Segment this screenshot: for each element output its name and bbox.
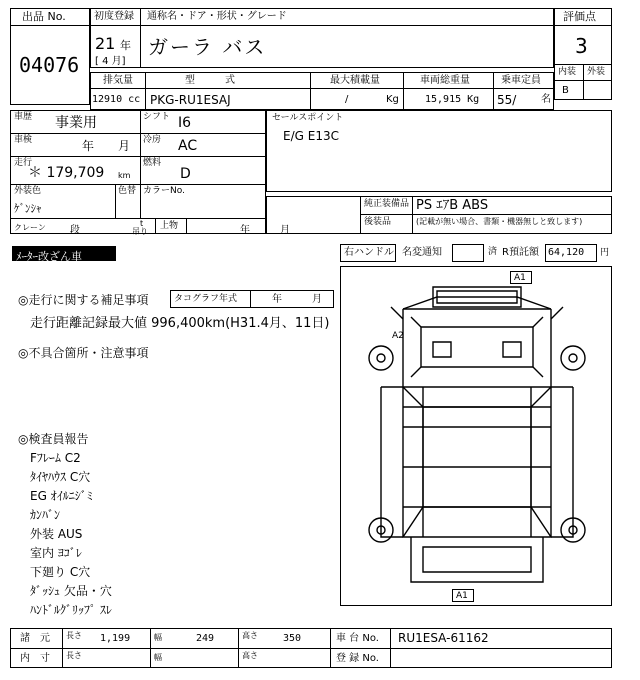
gross-weight-label: 車両総重量 [420,75,470,86]
mileage-label: 走行 [14,158,33,168]
damage-mark-rear: A1 [452,589,474,602]
yen-label: 円 [600,248,610,258]
gross-weight-value: 15,915 Kg [425,94,480,105]
inspector-line: 室内 ﾖｺﾞﾚ [30,546,82,560]
aftermarket-label: 後装品 [364,217,392,227]
width-value: 249 [196,633,215,644]
upper-date: 年 月 [240,225,290,236]
running-title: ◎走行に関する補足事項 [18,293,149,307]
color-code-label: カラーNo. [143,186,185,196]
inspector-line: 下廻り C穴 [30,565,91,579]
r-mileage-value: 64,120 [548,247,585,258]
crane-stage: 段 [70,225,80,236]
inner-length-label: 長さ [66,651,82,660]
inspector-line: Fﾌﾚｰﾑ C2 [30,451,81,465]
max-mileage-record: 走行距離記録最大値 996,400km(H31.4月、11日) [30,316,330,331]
tacho-label: タコグラフ年式 [174,294,238,304]
displacement-label: 排気量 [103,75,133,86]
ac-label: 冷房 [143,135,162,145]
chassis-label: 車 台 No. [336,633,379,644]
inspector-title: ◎検査員報告 [18,432,89,446]
fuel-value: D [180,166,191,182]
lot-number: 04076 [19,53,80,77]
chassis-value: RU1ESA-61162 [398,631,489,645]
equipment-label: 純正装備品 [364,199,410,209]
right-hand-label: 右ハンドル [344,247,394,258]
inspector-line: ﾀﾞｯｼｭ 欠品・穴 [30,584,112,598]
interior-label: 内装 [558,67,577,77]
reg-year-unit: 年 [120,39,131,52]
tamper-flag: ﾒｰﾀｰ改ざん車 [12,246,116,261]
capacity-unit: 名 [541,94,551,105]
model-code: PKG-RU1ESAJ [150,93,231,107]
mileage-unit: km [118,171,131,180]
inspector-line: ｶﾝﾊﾞﾝ [30,508,61,522]
displacement-value: 12910 cc [92,94,141,105]
color-change-label: 色替 [118,186,137,196]
name-change-label: 名変通知 [402,247,442,258]
inspector-line: 外装 AUS [30,527,83,541]
crane-ton: t [140,219,144,228]
inner-height-label: 高さ [242,651,258,660]
equipment-value: PS ｴｱB ABS [416,198,489,213]
width-label: 幅 [154,633,162,642]
type-label: 型 式 [185,75,235,86]
length-label: 長さ [66,631,82,640]
shift-label: シフト [143,112,171,122]
score-value: 3 [575,34,588,58]
tacho-date: 年 月 [272,294,322,305]
damage-mark-side: A2 [392,331,404,341]
lot-label: 出品 No. [22,10,66,23]
interior-score: B [562,85,569,96]
fuel-label: 燃料 [143,158,162,168]
sales-point-label: セールスポイント [272,113,344,123]
inspection-label: 車検 [14,135,33,145]
score-label: 評価点 [563,10,596,23]
length-value: 1,199 [100,633,131,644]
max-load-value: / [345,94,349,105]
r-mileage-label: R預託額 [502,247,539,258]
history-value: 事業用 [55,115,97,131]
reg-month: [ 4 月] [95,56,126,67]
color-value: ｹﾞﾝｼｬ [14,202,42,215]
inspection-value: 年 月 [82,139,131,153]
reg-no-label: 登 録 No. [336,653,379,664]
crane-lift: 吊り [132,227,148,236]
upper-label: 上物 [160,221,179,231]
mileage-value: ＊ 179,709 [28,165,105,181]
model-info-label: 通称名・ドア・形状・グレード [147,11,287,22]
dims-label: 諸 元 [20,633,50,644]
inner-width-label: 幅 [154,653,162,662]
inspector-line: EG ｵｲﾙﾆｼﾞﾐ [30,489,93,503]
sales-point-value: E/G E13C [283,129,339,143]
history-label: 車歴 [14,112,33,122]
height-label: 高さ [242,631,258,640]
damage-mark-front: A1 [510,271,532,284]
max-load-unit: Kg [386,94,399,105]
model-name: ガーラ バス [148,35,267,59]
capacity-value: 55/ [497,93,517,107]
inner-dims-label: 内 寸 [20,653,50,664]
color-label: 外装色 [14,186,42,196]
max-load-label: 最大積載量 [330,75,380,86]
capacity-label: 乗車定員 [501,75,541,86]
shift-value: I6 [178,115,192,131]
inspector-line: ﾀｲﾔﾊｳｽ C穴 [30,470,91,484]
inspector-line: ﾊﾝﾄﾞﾙｸﾞﾘｯﾌﾟ ｽﾚ [30,603,112,617]
kan-label: 済 [488,247,498,257]
exterior-label: 外装 [587,67,606,77]
defects-title: ◎不具合箇所・注意事項 [18,346,149,360]
aftermarket-note: (記載が無い場合、書類・機器無しと致します) [416,217,583,226]
reg-year: 21 [95,34,116,53]
crane-label: クレーン [14,223,46,232]
first-reg-label: 初度登録 [94,11,134,22]
height-value: 350 [283,633,302,644]
bus-outline [341,267,613,607]
ac-value: AC [178,138,198,154]
vehicle-diagram [340,266,612,606]
